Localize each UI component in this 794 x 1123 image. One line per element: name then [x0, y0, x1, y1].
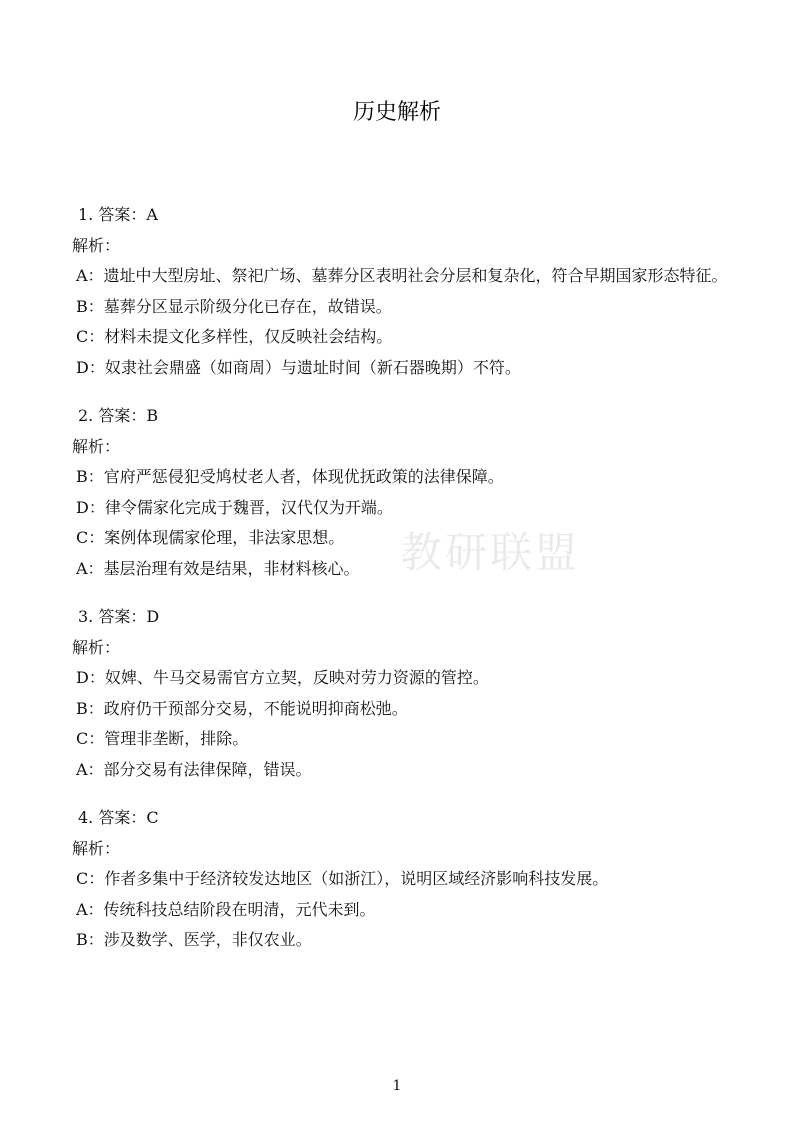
option-explanation: B：涉及数学、医学，非仅农业。	[76, 930, 312, 949]
option-explanation: A：传统科技总结阶段在明清，元代未到。	[76, 899, 376, 919]
question-4	[72, 803, 732, 956]
question-3	[72, 602, 732, 785]
analysis-label: 解析：	[72, 235, 121, 255]
option-explanation: B：官府严惩侵犯受鸠杖老人者，体现优抚政策的法律保障。	[76, 467, 504, 486]
option-explanation: A：遗址中大型房址、祭祀广场、墓葬分区表明社会分层和复杂化，符合早期国家形态特征。	[76, 266, 728, 285]
option-explanation: C：管理非垄断，排除。	[76, 729, 249, 748]
option-explanation: C：材料未提文化多样性，仅反映社会结构。	[76, 327, 393, 346]
option-explanation: B：墓葬分区显示阶级分化已存在，故错误。	[76, 296, 392, 316]
watermark: 教研联盟	[400, 528, 581, 577]
question-1	[72, 200, 732, 383]
option-explanation: C：作者多集中于经济较发达地区（如浙江），说明区域经济影响科技发展。	[76, 869, 609, 888]
answer-line: 3. 答案：D	[78, 607, 160, 626]
answer-line: 4. 答案：C	[78, 808, 159, 827]
option-explanation: D：律令儒家化完成于魏晋，汉代仅为开端。	[76, 497, 393, 517]
answer-line: 1. 答案：A	[78, 205, 158, 224]
analysis-label: 解析：	[72, 637, 121, 657]
option-explanation: D：奴隶社会鼎盛（如商周）与遗址时间（新石器晚期）不符。	[76, 357, 521, 377]
analysis-label: 解析：	[72, 436, 121, 456]
option-explanation: D：奴婢、牛马交易需官方立契，反映对劳力资源的管控。	[76, 668, 489, 687]
page-title: 历史解析	[352, 100, 441, 125]
option-explanation: A：基层治理有效是结果，非材料核心。	[76, 558, 360, 578]
page-number: 1	[392, 1078, 402, 1094]
option-explanation: C：案例体现儒家伦理，非法家思想。	[76, 528, 345, 547]
answer-line: 2. 答案：B	[78, 406, 159, 425]
option-explanation: B：政府仍干预部分交易，不能说明抑商松弛。	[76, 698, 408, 718]
analysis-content	[72, 200, 732, 974]
analysis-label: 解析：	[72, 838, 121, 858]
option-explanation: A：部分交易有法律保障，错误。	[76, 759, 312, 779]
question-2	[72, 401, 732, 584]
